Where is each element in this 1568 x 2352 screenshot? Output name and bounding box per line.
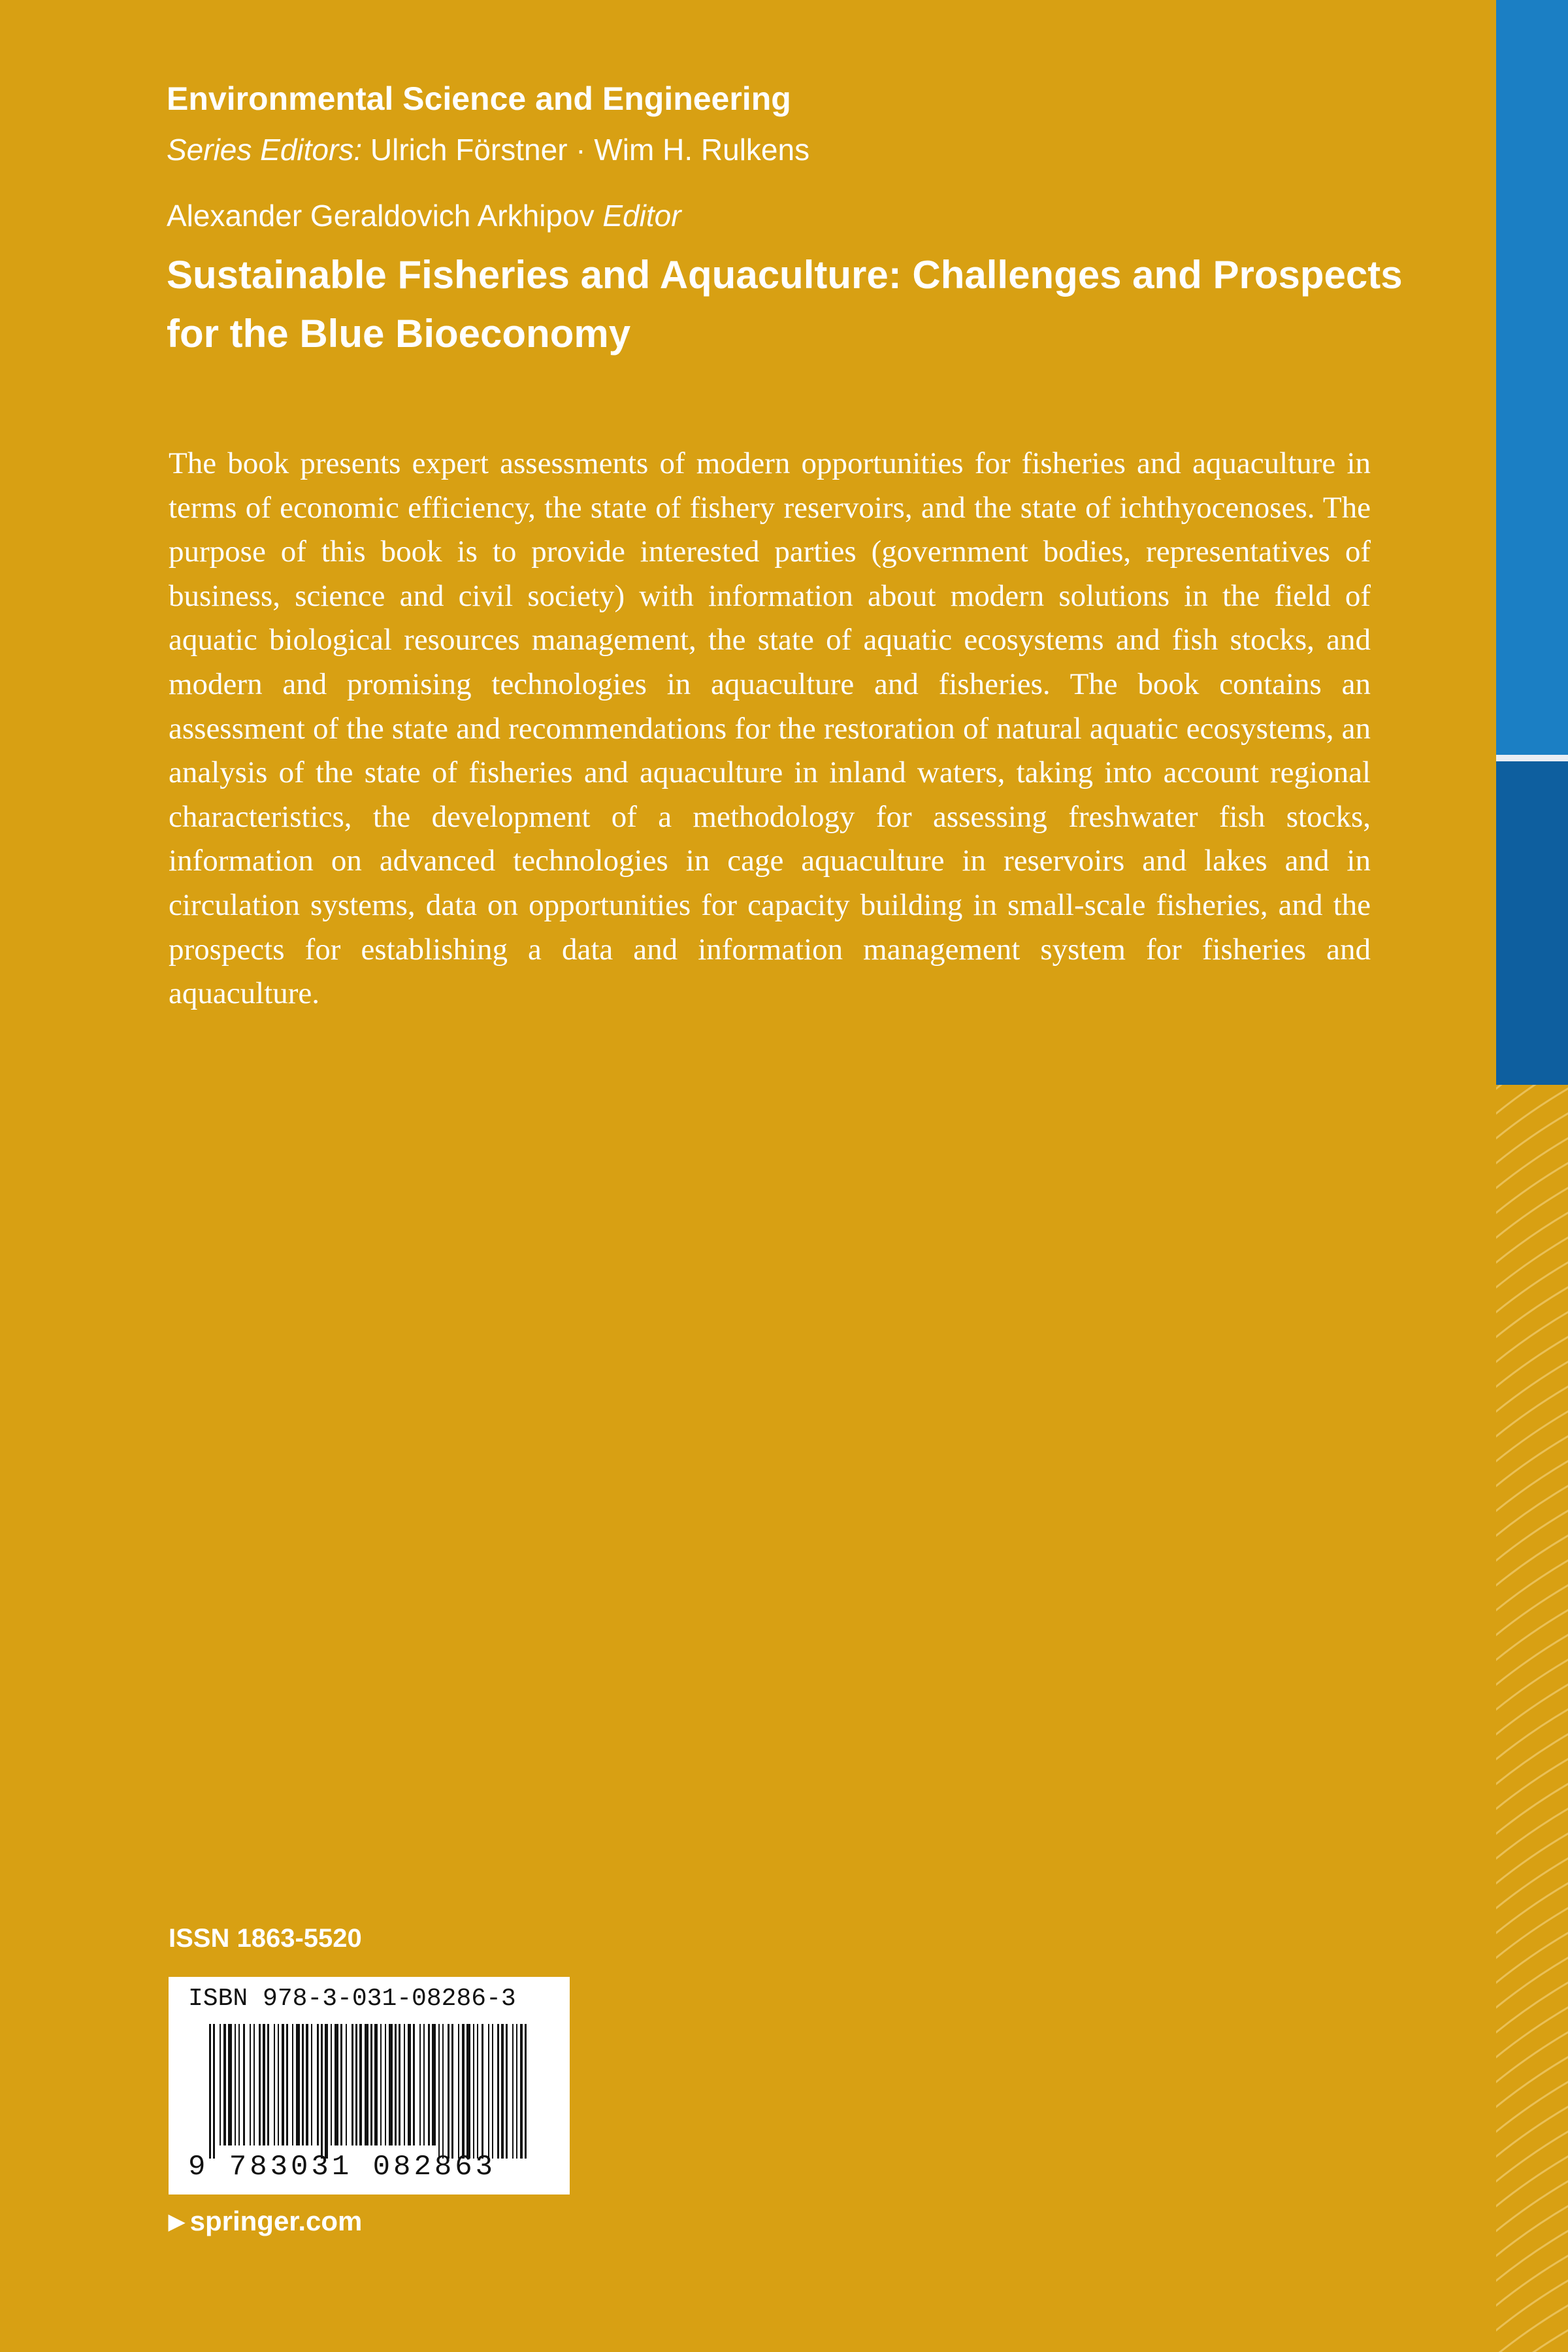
barcode-bar	[302, 2024, 304, 2145]
barcode-bar	[408, 2024, 411, 2145]
spine-pattern-line	[1496, 2202, 1568, 2261]
barcode-bar	[404, 2024, 405, 2145]
spine-pattern-line	[1496, 1532, 1568, 1591]
spine-pattern-line	[1496, 2078, 1568, 2137]
spine-pattern-line	[1496, 1333, 1568, 1392]
spine-pattern-line	[1496, 1606, 1568, 1665]
barcode-bar	[438, 2024, 440, 2159]
barcode-bar	[331, 2024, 332, 2145]
barcode-bar	[286, 2024, 288, 2145]
spine-dark-blue-stripe	[1496, 761, 1568, 1085]
barcode-bar	[432, 2024, 436, 2145]
barcode-bar	[296, 2024, 300, 2145]
spine-pattern-line	[1496, 1830, 1568, 1889]
barcode-bar	[516, 2024, 517, 2159]
barcode-bar	[451, 2024, 453, 2159]
spine-pattern-line	[1496, 1433, 1568, 1491]
spine-pattern-line	[1496, 1582, 1568, 1640]
spine-pattern-line	[1496, 1085, 1568, 1119]
spine-pattern-line	[1496, 1259, 1568, 1317]
editor-name: Alexander Geraldovich Arkhipov	[167, 199, 595, 233]
barcode-bar	[278, 2024, 279, 2145]
spine-pattern-line	[1496, 1284, 1568, 1342]
spine-pattern-line	[1496, 1408, 1568, 1466]
barcode-bar	[321, 2024, 323, 2159]
book-title	[167, 246, 1408, 363]
spine-pattern-line	[1496, 1929, 1568, 1988]
series-editors-names: Ulrich Förstner · Wim H. Rulkens	[370, 133, 810, 167]
barcode-bar	[259, 2024, 261, 2145]
spine-pattern-line	[1496, 1209, 1568, 1268]
spine-pattern-line	[1496, 1631, 1568, 1690]
barcode-bar	[209, 2024, 211, 2159]
spine-pattern-line	[1496, 1358, 1568, 1417]
barcode-bar	[235, 2024, 236, 2145]
spine-pattern-line	[1496, 2227, 1568, 2286]
spine-pattern-line	[1496, 2327, 1568, 2352]
barcode-bar	[267, 2024, 269, 2145]
publisher-website[interactable]	[169, 2206, 362, 2237]
website-label: springer.com	[189, 2206, 363, 2236]
spine-pattern-line	[1496, 1904, 1568, 1963]
barcode-bar	[355, 2024, 357, 2145]
barcode-bar	[448, 2024, 449, 2159]
spine-pattern-line	[1496, 1457, 1568, 1516]
spine-pattern-line	[1496, 2128, 1568, 2187]
barcode-bar	[488, 2024, 489, 2159]
barcode-bar	[238, 2024, 240, 2145]
spine-pattern-line	[1496, 1880, 1568, 1938]
barcode-bar	[419, 2024, 421, 2145]
spine-pattern-line	[1496, 1159, 1568, 1218]
barcode-bar	[325, 2024, 328, 2159]
spine-pattern-line	[1496, 1681, 1568, 1740]
barcode-bar	[228, 2024, 232, 2145]
barcode-bar	[525, 2024, 527, 2159]
spine-pattern-line	[1496, 2252, 1568, 2311]
isbn-label: ISBN 978-3-031-08286-3	[188, 1985, 516, 2013]
barcode-bar	[512, 2024, 514, 2159]
spine-pattern-line	[1496, 1855, 1568, 1913]
barcode-bar	[253, 2024, 255, 2145]
barcode-bar	[374, 2024, 378, 2145]
barcode-bar	[250, 2024, 251, 2145]
barcode-bar	[395, 2024, 397, 2145]
barcode-bar	[520, 2024, 523, 2159]
spine-pattern-line	[1496, 2178, 1568, 2236]
barcode-bar	[335, 2024, 338, 2145]
barcode-bar	[220, 2024, 221, 2145]
barcode-bar	[466, 2024, 470, 2159]
issn-number: ISSN 1863-5520	[169, 1924, 362, 1953]
barcode-bar	[359, 2024, 362, 2145]
triangle-right-icon: ▶	[169, 2210, 185, 2233]
spine-pattern-line	[1496, 1085, 1568, 1144]
barcode-bar	[482, 2024, 483, 2159]
barcode-bar	[458, 2024, 459, 2159]
spine-pattern-line	[1496, 1780, 1568, 1839]
barcode-bar	[346, 2024, 347, 2145]
barcode-bar	[370, 2024, 372, 2145]
barcode-bar	[399, 2024, 400, 2145]
spine-pattern-line	[1496, 2277, 1568, 2336]
barcode-bar	[365, 2024, 368, 2145]
spine-pattern-line	[1496, 1135, 1568, 1193]
barcode-bar	[462, 2024, 465, 2159]
spine-line-pattern	[1496, 1085, 1568, 2352]
barcode-bar	[506, 2024, 508, 2159]
spine-pattern-line	[1496, 1557, 1568, 1615]
spine-pattern-line	[1496, 1308, 1568, 1367]
barcode-bar	[340, 2024, 342, 2145]
spine-pattern-line	[1496, 1706, 1568, 1764]
editor-role: Editor	[602, 199, 681, 233]
book-editor	[167, 198, 681, 233]
isbn-barcode	[169, 1977, 570, 2195]
book-description: The book presents expert assessments of modern opportunities for fisheries and aquaculture in terms of economic efficiency, the state of fishery reservoirs, and the state of ichthyocenoses. The purpose of this book is to provide interested parties (government bodies, representatives of business, science and civil society) with information about modern solutions in the field of aquatic biological resources management, the state of aquatic ecosystems and fish stocks, and modern and promising technologies in aquaculture and fisheries. The book contains an assessment of the state and recommendations for the restoration of natural aquatic ecosystems, an analysis of the state of fisheries and aquaculture in inland waters, taking into account regional characteristics, the development of a methodology for assessing freshwater fish stocks, information on advanced technologies in cage aquaculture in reservoirs and lakes and in circulation systems, data on opportunities for capacity building in small-scale fisheries, and the prospects for establishing a data and information management system for fisheries and aquaculture.	[169, 446, 1371, 1011]
barcode-bar	[223, 2024, 226, 2145]
barcode-bar	[497, 2024, 499, 2159]
barcode-bar	[282, 2024, 284, 2145]
barcode-bar	[380, 2024, 382, 2145]
series-editors-label: Series Editors:	[167, 133, 363, 167]
book-title-line-2: for the Blue Bioeconomy	[167, 312, 631, 356]
spine-pattern-line	[1496, 1482, 1568, 1541]
barcode-bar	[477, 2024, 478, 2159]
series-editors	[167, 132, 809, 167]
spine-pattern-line	[1496, 2029, 1568, 2087]
spine-pattern-line	[1496, 1507, 1568, 1566]
spine-blue-stripe	[1496, 0, 1568, 755]
series-title: Environmental Science and Engineering	[167, 80, 791, 117]
spine-pattern-line	[1496, 1954, 1568, 2013]
spine-pattern-line	[1496, 1755, 1568, 1814]
barcode-bar	[428, 2024, 430, 2145]
barcode-bar	[317, 2024, 319, 2145]
spine-pattern-line	[1496, 1110, 1568, 1168]
barcode-bar	[306, 2024, 308, 2145]
barcode-bar	[263, 2024, 265, 2145]
spine-pattern-line	[1496, 1184, 1568, 1243]
barcode-bar	[442, 2024, 444, 2159]
spine-pattern-line	[1496, 1383, 1568, 1442]
spine-pattern-line	[1496, 1656, 1568, 1715]
barcode-bar	[492, 2024, 493, 2159]
barcode-bar	[292, 2024, 293, 2145]
spine-divider	[1496, 755, 1568, 761]
spine-pattern-line	[1496, 1234, 1568, 1293]
spine-pattern-line	[1496, 1731, 1568, 1789]
book-title-line-1: Sustainable Fisheries and Aquaculture: Challenges and Prospects	[167, 253, 1403, 297]
barcode-bar	[243, 2024, 245, 2145]
spine-pattern-line	[1496, 2153, 1568, 2211]
barcode-bar	[274, 2024, 275, 2145]
barcode-bar	[413, 2024, 415, 2145]
barcode-digits: 9 783031 082863	[188, 2151, 497, 2183]
barcode-bar	[423, 2024, 425, 2145]
spine-pattern-line	[1496, 2103, 1568, 2162]
barcode-bar	[385, 2024, 386, 2145]
barcode-bar	[351, 2024, 353, 2145]
barcode-bar	[473, 2024, 474, 2159]
spine-pattern-line	[1496, 2053, 1568, 2112]
barcode-bar	[389, 2024, 393, 2145]
barcode-bar	[311, 2024, 312, 2145]
spine-pattern-line	[1496, 1805, 1568, 1864]
spine-pattern-line	[1496, 2302, 1568, 2352]
spine-pattern-line	[1496, 1979, 1568, 2038]
spine-pattern-line	[1496, 2004, 1568, 2062]
barcode-bar	[213, 2024, 215, 2159]
barcode-bar	[501, 2024, 504, 2159]
